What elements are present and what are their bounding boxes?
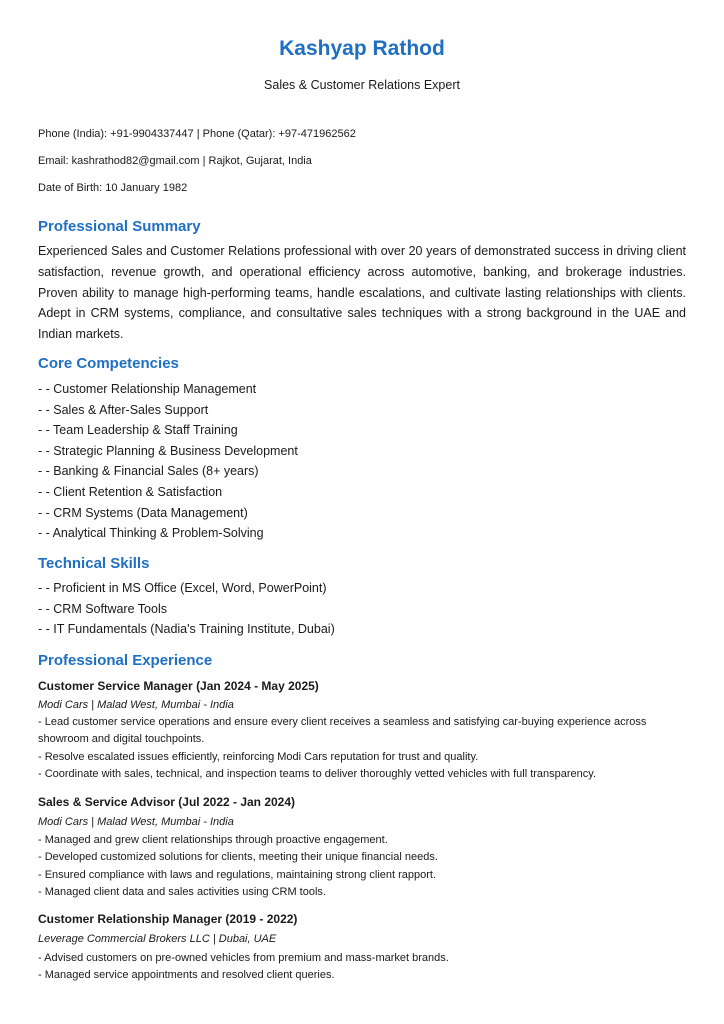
list-item: - - Sales & After-Sales Support [38,402,209,417]
candidate-name: Kashyap Rathod [279,37,445,60]
section-title-experience: Professional Experience [38,652,213,669]
contact-email-location: Email: kashrathod82@gmail.com | Rajkot, Gujarat, India [38,155,312,167]
list-item: - - Analytical Thinking & Problem-Solving [38,526,264,541]
list-item: - - CRM Software Tools [38,601,167,616]
job-bullets [38,714,686,784]
list-item: - - Team Leadership & Staff Training [38,423,238,438]
job-company: Modi Cars | Malad West, Mumbai - India [38,699,234,711]
job-company: Leverage Commercial Brokers LLC | Dubai, UAE [38,933,277,945]
job-title: Customer Service Manager (Jan 2024 - May 2025) [38,679,319,693]
list-item: - Developed customized solutions for clients, meeting their unique financial needs. [38,851,438,864]
list-item: - Managed service appointments and resolved client queries. [38,969,335,982]
summary-text: Experienced Sales and Customer Relations professional with over 20 years of demonstrated success in driving client satisfaction, revenue growth, and operational efficiency across automotive, banking, and brokerage industries. Proven ability to manage high-performing teams, handle escalations, and cultivate lasting relationships with clients. Adept in CRM systems, compliance, and consultative sales techniques with a strong background in the UAE and Indian markets. [38,244,686,342]
list-item: - - Proficient in MS Office (Excel, Word, PowerPoint) [38,581,327,595]
list-item: - Advised customers on pre-owned vehicles from premium and mass-market brands. [38,952,449,964]
list-item: - - Strategic Planning & Business Development [38,443,298,458]
job-company: Modi Cars | Malad West, Mumbai - India [38,816,234,828]
job-title: Sales & Service Advisor (Jul 2022 - Jan 2024) [38,795,296,809]
list-item: - - Client Retention & Satisfaction [38,484,223,499]
job-bullets [38,950,686,985]
contact-dob: Date of Birth: 10 January 1982 [38,182,188,194]
job-bullets [38,832,686,902]
list-item: - Resolve escalated issues efficiently, reinforcing Modi Cars reputation for trust and quality. [38,750,479,763]
list-item: - Managed client data and sales activities using CRM tools. [38,886,326,899]
list-item: - - Customer Relationship Management [38,382,257,396]
list-item: - Coordinate with sales, technical, and inspection teams to deliver thoroughly vetted vehicles with full transparency. [38,768,597,781]
section-title-summary: Professional Summary [38,218,201,235]
contact-phones: Phone (India): +91-9904337447 | Phone (Qatar): +97-471962562 [38,128,356,140]
list-item: - - IT Fundamentals (Nadia's Training Institute, Dubai) [38,622,335,637]
list-item: - Managed and grew client relationships through proactive engagement. [38,834,388,846]
competencies-list [38,379,298,544]
list-item: - - CRM Systems (Data Management) [38,505,248,520]
section-title-technical: Technical Skills [38,555,150,572]
list-item: - - Banking & Financial Sales (8+ years) [38,464,259,479]
section-title-competencies: Core Competencies [38,355,179,372]
technical-list [38,578,335,640]
job-title: Customer Relationship Manager (2019 - 2022) [38,912,298,926]
list-item: - Ensured compliance with laws and regulations, maintaining strong client rapport. [38,868,437,881]
list-item: - Lead customer service operations and ensure every client receives a seamless and satisfying car-buying experience across showroom and digital touchpoints. [38,716,647,746]
candidate-tagline: Sales & Customer Relations Expert [264,78,460,92]
